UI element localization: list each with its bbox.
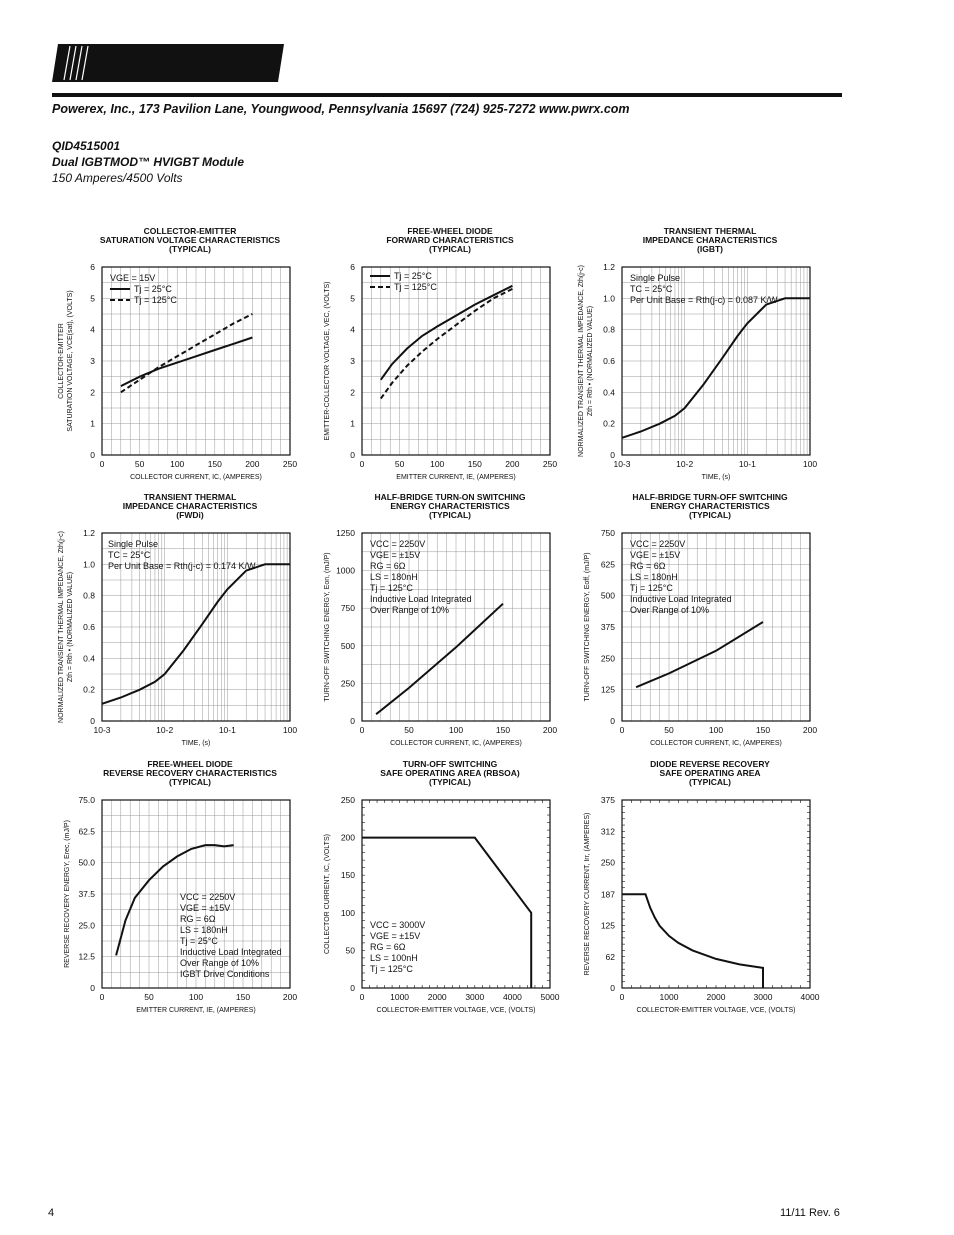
x-axis-label: EMITTER CURRENT, IE, (AMPERES) [396,474,516,481]
chart-title-line: TRANSIENT THERMAL [143,492,237,502]
chart-title-line: (IGBT) [697,244,723,254]
x-axis-label: COLLECTOR CURRENT, IC, (AMPERES) [130,474,262,481]
x-tick-label: 50 [404,725,414,735]
chart-turn-on-energy [315,488,575,750]
chart-title-line: (TYPICAL) [168,777,212,787]
chart-title-line: FREE-WHEEL DIODE [147,759,233,769]
chart-title-line: IMPEDANCE CHARACTERISTICS [122,501,258,511]
x-tick-label: 50 [394,459,405,469]
chart-annotation: LS = 180nH [180,925,228,935]
chart-title-line: SAFE OPERATING AREA [659,768,761,778]
chart-annotation: LS = 180nH [370,572,418,582]
chart-annotation: VCC = 2250V [630,539,686,549]
y-tick-label: 0 [350,716,355,726]
y-tick-label: 150 [340,870,355,881]
chart-title-line: (TYPICAL) [428,510,472,520]
y-axis-label: COLLECTOR-EMITTER [58,323,65,399]
x-tick-label: 10-1 [218,725,236,735]
svg-text:POWEREX: POWEREX [96,47,276,83]
y-tick-label: 125 [600,920,615,931]
chart-title-line: (TYPICAL) [688,510,732,520]
series-line [622,894,763,988]
chart-diode-forward [315,222,575,484]
y-tick-label: 0.8 [603,324,615,335]
y-tick-label: 50.0 [78,857,95,868]
x-tick-label: 4000 [502,992,522,1002]
x-tick-label: 0 [359,459,365,469]
y-tick-label: 0 [90,450,95,460]
chart-annotation: Inductive Load Integrated [180,947,282,957]
legend-label: Tj = 125°C [394,282,437,292]
chart-annotation: VGE = ±15V [370,931,421,941]
y-tick-label: 1 [90,418,95,429]
chart-fwdi-thermal-impedance [55,488,315,750]
chart-title-line: FORWARD CHARACTERISTICS [386,235,514,245]
y-tick-label: 0 [90,716,95,726]
chart-title-line: ENERGY CHARACTERISTICS [390,501,510,511]
chart-annotation: LS = 100nH [370,953,418,963]
x-axis-label: COLLECTOR CURRENT, IC, (AMPERES) [650,740,782,747]
y-tick-label: 50 [345,945,355,956]
revision: 11/11 Rev. 6 [780,1207,840,1219]
grid [102,267,290,455]
x-tick-label: 1000 [659,992,679,1002]
y-tick-label: 625 [600,559,615,570]
chart-title-line: HALF-BRIDGE TURN-ON SWITCHING [374,492,526,502]
y-tick-label: 3 [90,356,95,366]
x-tick-label: 100 [170,459,185,469]
x-tick-label: 4000 [800,992,820,1002]
y-tick-label: 750 [340,603,355,614]
chart-annotation: Tj = 125°C [370,964,413,974]
chart-title-line: (TYPICAL) [168,244,212,254]
x-tick-label: 10-1 [738,459,756,469]
chart-annotation: VCC = 2250V [370,539,426,549]
y-tick-label: 4 [90,324,95,335]
y-tick-label: 250 [600,857,615,868]
chart-annotation: IGBT Drive Conditions [180,969,270,979]
y-axis-label: COLLECTOR CURRENT, IC, (VOLTS) [324,834,331,954]
chart-annotation: RG = 6Ω [370,561,406,571]
x-tick-label: 100 [282,725,298,735]
x-tick-label: 2000 [706,992,726,1002]
chart-annotation: VGE = ±15V [630,550,681,560]
chart-annotation: Single Pulse [630,273,681,283]
y-axis-label: Zth = Rth • (NORMALIZED VALUE) [587,305,594,417]
x-tick-label: 10-3 [93,725,111,735]
y-tick-label: 0.4 [603,387,615,398]
y-axis-label: EMITTER-COLLECTOR VOLTAGE, VEC, (VOLTS) [324,281,331,441]
y-tick-label: 375 [600,622,615,632]
y-tick-label: 62 [605,951,615,962]
x-tick-label: 150 [207,459,222,469]
y-tick-label: 4 [350,324,355,335]
x-tick-label: 1000 [390,992,410,1002]
y-tick-label: 250 [600,653,615,664]
x-tick-label: 10-3 [613,459,631,469]
x-tick-label: 2000 [427,992,447,1002]
y-axis-label: NORMALIZED TRANSIENT THERMAL IMPEDANCE, Zth(j-c) [58,531,65,723]
y-tick-label: 62.5 [78,826,95,837]
chart-title-line: REVERSE RECOVERY CHARACTERISTICS [103,768,277,778]
y-tick-label: 5 [350,293,355,304]
x-tick-label: 100 [430,459,445,469]
y-tick-label: 250 [340,795,355,805]
chart-annotation: RG = 6Ω [370,942,406,952]
y-tick-label: 1.2 [603,262,615,272]
y-tick-label: 1250 [336,528,355,538]
x-tick-label: 0 [619,992,625,1002]
legend-label: Tj = 25°C [394,271,432,281]
chart-annotation: Inductive Load Integrated [630,594,732,604]
chart-annotation: VGE = ±15V [180,903,231,913]
x-tick-label: 10-2 [156,725,174,735]
x-tick-label: 0 [99,992,105,1002]
y-axis-label: TURN-OFF SWITCHING ENERGY, Eoff, (mJ/P) [584,552,591,702]
legend-label: Tj = 25°C [134,284,172,294]
header-rule [52,93,842,97]
x-tick-label: 50 [144,992,154,1002]
y-tick-label: 1000 [336,565,355,576]
y-tick-label: 1.2 [83,528,95,538]
chart-turn-off-energy [575,488,835,750]
y-axis-label: SATURATION VOLTAGE, VCE(sat), (VOLTS) [67,290,74,432]
x-tick-label: 5000 [540,992,560,1002]
chart-annotation: Per Unit Base = Rth(j-c) = 0.087 K/W [630,295,778,305]
x-tick-label: 100 [188,992,204,1002]
chart-annotation: Inductive Load Integrated [370,594,472,604]
y-axis-label: NORMALIZED TRANSIENT THERMAL IMPEDANCE, Zth(j-c) [578,265,585,457]
y-tick-label: 25.0 [78,920,95,931]
chart-annotation: VGE = ±15V [370,550,421,560]
powerex-logo [52,40,292,86]
x-tick-label: 150 [467,459,482,469]
x-axis-label: COLLECTOR-EMITTER VOLTAGE, VCE, (VOLTS) [636,1007,796,1014]
y-tick-label: 200 [340,832,355,843]
y-tick-label: 500 [600,590,615,601]
y-tick-label: 6 [90,262,95,272]
chart-title-line: ENERGY CHARACTERISTICS [650,501,770,511]
company-address: Powerex, Inc., 173 Pavilion Lane, Youngwood, Pennsylvania 15697 (724) 925-7272 www.pwrx.com [52,102,630,116]
chart-annotation: Single Pulse [108,539,159,549]
y-tick-label: 6 [350,262,355,272]
series-line [102,564,290,704]
chart-annotation: VCC = 3000V [370,920,426,930]
chart-annotation: Tj = 125°C [630,583,673,593]
y-tick-label: 0 [610,716,615,726]
y-tick-label: 2 [350,387,355,398]
chart-annotation: Over Range of 10% [180,958,260,968]
x-axis-label: TIME, (s) [181,740,211,747]
x-axis-label: TIME, (s) [701,474,731,481]
x-tick-label: 200 [802,725,818,735]
y-tick-label: 375 [600,795,615,805]
y-tick-label: 0.4 [83,653,95,664]
y-tick-label: 125 [600,684,615,695]
chart-title-line: (FWDi) [176,510,204,520]
y-tick-label: 75.0 [78,795,95,805]
y-tick-label: 0.8 [83,590,95,601]
chart-annotation: VGE = 15V [110,273,156,283]
y-tick-label: 1 [350,418,355,429]
y-tick-label: 37.5 [78,889,95,899]
y-tick-label: 1.0 [603,293,615,304]
x-tick-label: 3000 [465,992,485,1002]
y-tick-label: 0.2 [603,418,615,429]
x-tick-label: 0 [359,992,365,1002]
y-tick-label: 2 [90,387,95,398]
chart-title-line: TRANSIENT THERMAL [663,226,757,236]
x-axis-label: EMITTER CURRENT, IE, (AMPERES) [136,1007,256,1014]
x-tick-label: 100 [708,725,724,735]
y-tick-label: 1.0 [83,559,95,570]
chart-annotation: Per Unit Base = Rth(j-c) = 0.174 K/W [108,561,256,571]
legend-label: Tj = 125°C [134,295,177,305]
chart-saturation-voltage [55,222,315,484]
y-tick-label: 0 [610,983,615,993]
y-tick-label: 0.6 [603,356,615,366]
y-axis-label: REVERSE RECOVERY ENERGY, Erec, (mJ/P) [64,820,71,968]
x-tick-label: 0 [619,725,625,735]
chart-title-line: DIODE REVERSE RECOVERY [650,759,770,769]
y-tick-label: 0 [350,983,355,993]
y-axis-label: REVERSE RECOVERY CURRENT, Irr, (AMPERES) [584,812,591,976]
x-tick-label: 200 [505,459,520,469]
part-info [52,138,244,186]
y-axis-label: Zth = Rth • (NORMALIZED VALUE) [67,571,74,683]
x-tick-label: 50 [664,725,674,735]
y-tick-label: 12.5 [78,951,95,962]
grid [362,267,550,455]
x-tick-label: 150 [755,725,771,735]
chart-annotation: TC = 25°C [630,284,673,294]
page-number: 4 [48,1207,55,1219]
chart-title-line: FREE-WHEEL DIODE [407,226,493,236]
chart-igbt-thermal-impedance [575,222,835,484]
x-axis-label: COLLECTOR CURRENT, IC, (AMPERES) [390,740,522,747]
chart-annotation: VCC = 2250V [180,892,236,902]
chart-annotation: LS = 180nH [630,572,678,582]
chart-title-line: TURN-OFF SWITCHING [402,759,498,769]
x-tick-label: 100 [802,459,818,469]
y-tick-label: 0.2 [83,684,95,695]
chart-diode-rrsoa [575,755,835,1017]
x-tick-label: 10-2 [676,459,694,469]
chart-annotation: Over Range of 10% [370,605,450,615]
y-tick-label: 3 [350,356,355,366]
chart-title-line: HALF-BRIDGE TURN-OFF SWITCHING [632,492,788,502]
chart-annotation: Tj = 125°C [370,583,413,593]
chart-annotation: Over Range of 10% [630,605,710,615]
chart-rbsoa [315,755,575,1017]
chart-title-line: IMPEDANCE CHARACTERISTICS [642,235,778,245]
x-tick-label: 0 [99,459,105,469]
y-tick-label: 0 [610,450,615,460]
x-tick-label: 100 [448,725,464,735]
chart-annotation: RG = 6Ω [630,561,666,571]
x-tick-label: 200 [245,459,260,469]
x-tick-label: 150 [235,992,251,1002]
chart-annotation: RG = 6Ω [180,914,216,924]
chart-annotation: Tj = 25°C [180,936,218,946]
x-tick-label: 250 [542,459,558,469]
chart-title-line: COLLECTOR-EMITTER [143,226,237,236]
y-tick-label: 500 [340,640,355,651]
y-axis-label: TURN-OFF SWITCHING ENERGY, Eon, (mJ/P) [324,552,331,702]
part-description: Dual IGBTMOD™ HVIGBT Module [52,155,244,169]
x-tick-label: 0 [359,725,365,735]
y-tick-label: 0.6 [83,622,95,632]
x-tick-label: 250 [282,459,298,469]
chart-title-line: (TYPICAL) [428,777,472,787]
chart-title-line: (TYPICAL) [688,777,732,787]
x-tick-label: 150 [495,725,511,735]
x-tick-label: 50 [134,459,145,469]
y-tick-label: 0 [90,983,95,993]
y-tick-label: 0 [350,450,355,460]
x-tick-label: 3000 [753,992,773,1002]
x-tick-label: 200 [542,725,558,735]
part-number: QID4515001 [52,139,121,153]
part-rating: 150 Amperes/4500 Volts [52,171,183,185]
y-tick-label: 250 [340,678,355,689]
chart-annotation: TC = 25°C [108,550,151,560]
series-line [622,298,810,438]
y-tick-label: 100 [340,907,355,918]
y-tick-label: 312 [600,826,615,837]
y-tick-label: 750 [600,528,615,538]
x-axis-label: COLLECTOR-EMITTER VOLTAGE, VCE, (VOLTS) [376,1007,536,1014]
chart-title-line: (TYPICAL) [428,244,472,254]
y-tick-label: 5 [90,293,95,304]
x-tick-label: 200 [282,992,298,1002]
chart-title-line: SAFE OPERATING AREA (RBSOA) [380,768,520,778]
y-tick-label: 187 [600,889,615,900]
chart-title-line: SATURATION VOLTAGE CHARACTERISTICS [99,235,281,245]
chart-reverse-recovery-energy [55,755,315,1017]
